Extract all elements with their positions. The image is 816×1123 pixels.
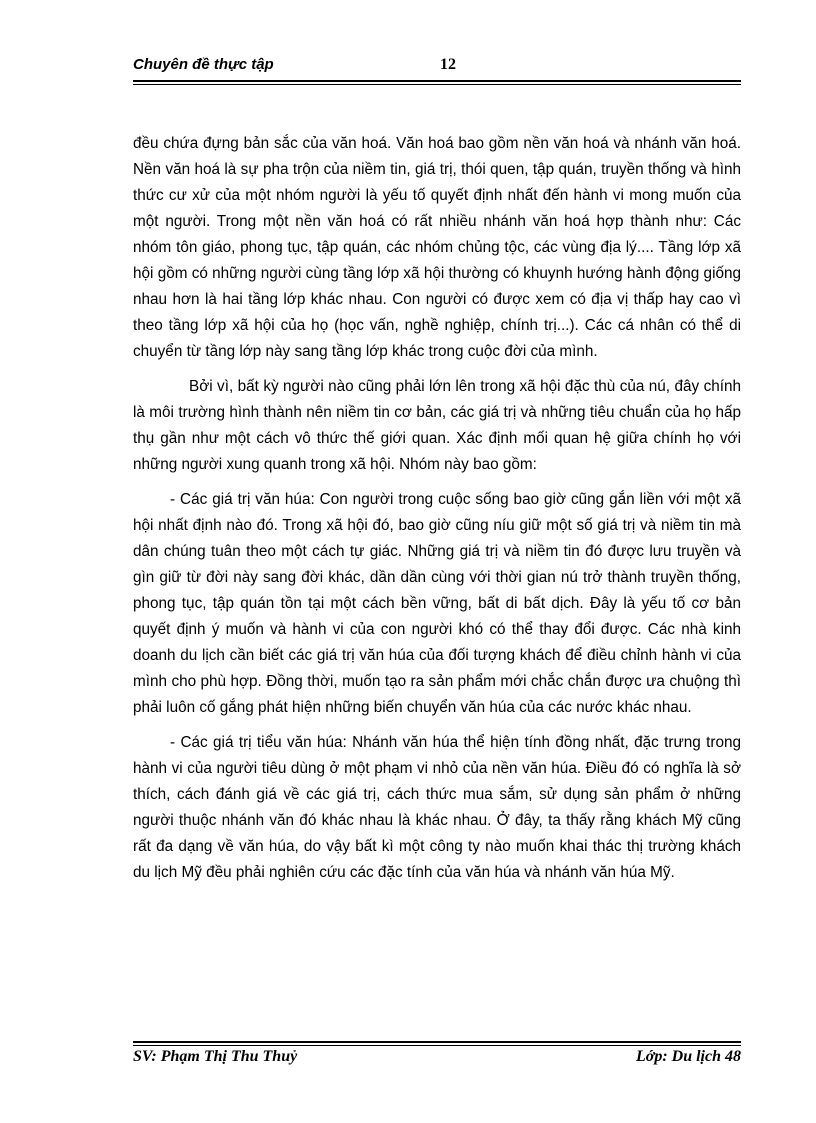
body-text bbox=[133, 131, 741, 895]
paragraph-4: - Các giá trị tiểu văn húa: Nhánh văn húa thể hiện tính đồng nhất, đặc trưng trong hành vi của người tiêu dùng ở một phạm vi nhỏ của nền văn húa. Điều đó có nghĩa là sở thích, cách đánh giá về các giá trị, cách thức mua sắm, sử dụng sản phẩm ở những người thuộc nhánh văn đó khác nhau là khác nhau. Ở đây, ta thấy rằng khách Mỹ cũng rất đa dạng về văn húa, do vậy bất kì một công ty nào muốn khai thác thị trường khách du lịch Mỹ đều phải nghiên cứu các đặc tính của văn húa và nhánh văn húa Mỹ. bbox=[133, 734, 741, 881]
paragraph-2: Bởi vì, bất kỳ người nào cũng phải lớn lên trong xã hội đặc thù của nú, đây chính là môi trường hình thành nên niềm tin cơ bản, các giá trị và những tiêu chuẩn của họ hấp thụ gần như một cách vô thức thế giới quan. Xác định mối quan hệ giữa chính họ với những người xung quanh trong xã hội. Nhóm này bao gồm: bbox=[133, 378, 741, 473]
header-rule bbox=[133, 80, 741, 85]
page-footer bbox=[133, 1048, 741, 1072]
paragraph-3: - Các giá trị văn húa: Con người trong cuộc sống bao giờ cũng gắn liền với một xã hội nhất định nào đó. Trong xã hội đó, bao giờ cũng níu giữ một số giá trị và niềm tin mà dân chúng tuân theo một cách tự giác. Những giá trị và niềm tin đó được lưu truyền và gìn giữ từ đời này sang đời khác, dần dần cùng với thời gian nú trở thành truyền thống, phong tục, tập quán tồn tại một cách bền vững, bất di bất dịch. Đây là yếu tố cơ bản quyết định ý muốn và hành vi của con người khó có thể thay đổi được. Các nhà kinh doanh du lịch cần biết các giá trị văn húa của đối tượng khách để điều chỉnh hành vi của mình cho phù hợp. Đồng thời, muốn tạo ra sản phẩm mới chắc chắn được ưa chuộng thì phải luôn cố gắng phát hiện những biến chuyển văn húa của các nước khác nhau. bbox=[133, 491, 741, 716]
footer-rule bbox=[133, 1041, 741, 1046]
footer-student: SV: Phạm Thị Thu Thuỷ bbox=[133, 1048, 298, 1065]
page-number: 12 bbox=[440, 56, 456, 73]
page-header bbox=[133, 54, 741, 80]
header-title: Chuyên đề thực tập bbox=[133, 56, 274, 73]
paragraph-1: đều chứa đựng bản sắc của văn hoá. Văn hoá bao gồm nền văn hoá và nhánh văn hoá. Nền văn hoá là sự pha trộn của niềm tin, giá trị, thói quen, tập quán, truyền thống và hình thức cư xử của một nhóm người là yếu tố quyết định nhất đến hành vi mong muốn của một người. Trong một nền văn hoá có rất nhiều nhánh văn hoá hợp thành như: Các nhóm tôn giáo, phong tục, tập quán, các nhóm chủng tộc, các vùng địa lý.... Tầng lớp xã hội gồm có những người cùng tầng lớp xã hội thường có khuynh hướng hành động giống nhau hơn là hai tầng lớp khác nhau. Con người có được xem có địa vị thấp hay cao vì theo tầng lớp xã hội của họ (học vấn, nghề nghiệp, chính trị...). Các cá nhân có thể di chuyển từ tầng lớp này sang tầng lớp khác trong cuộc đời của mình. bbox=[133, 135, 741, 360]
footer-class: Lớp: Du lịch 48 bbox=[635, 1048, 741, 1065]
